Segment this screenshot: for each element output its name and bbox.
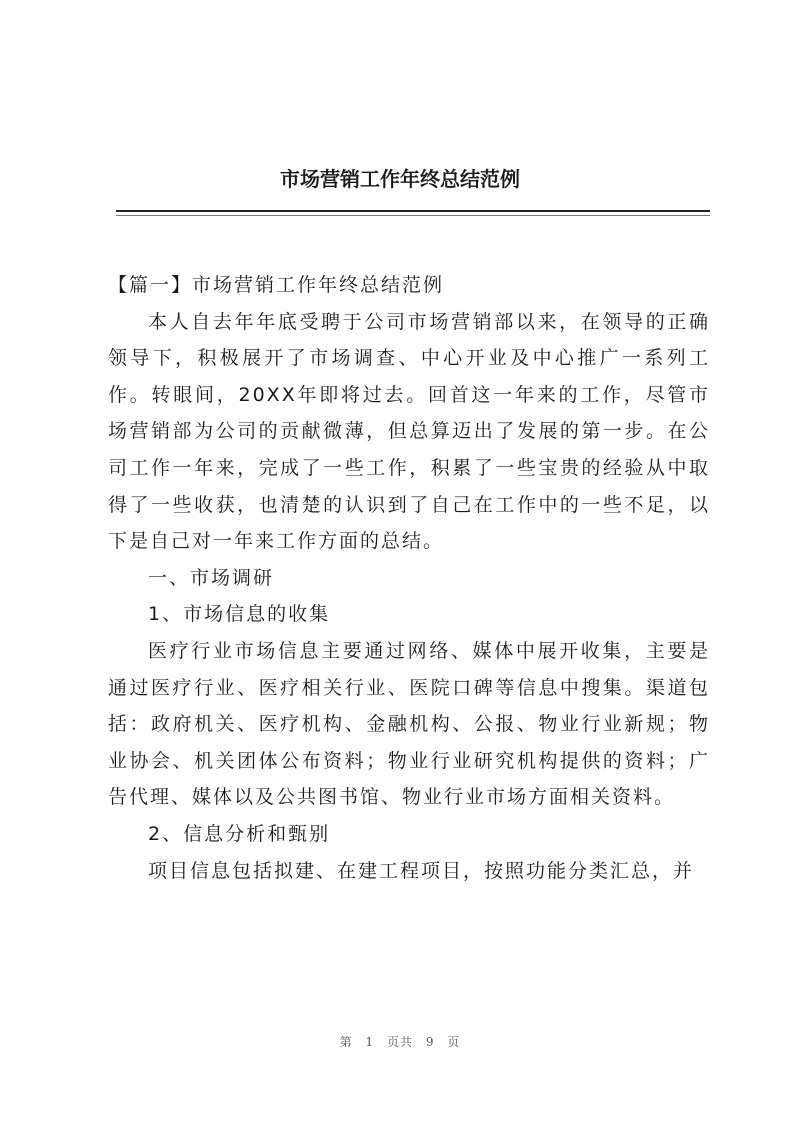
document-title: 市场营销工作年终总结范例	[280, 167, 520, 191]
subheading: 一、市场调研	[148, 566, 275, 589]
page-middle: 页共	[386, 1035, 413, 1049]
page-prefix: 第	[339, 1035, 353, 1049]
body-paragraph: 本人自去年年底受聘于公司市场营销部以来，在领导的正确领导下，积极展开了市场调查、中心开业及中心推广一系列工作。转眼间，20XX年即将过去。回首这一年来的工作，尽管市场营销部为公司的贡献微薄，但总算迈出了发展的第一步。在公司工作一年来，完成了一些工作，积累了一些宝贵的经验从中取得了一些收获，也清楚的认识到了自己在工作中的一些不足，以下是自己对一年来工作方面的总结。	[108, 310, 710, 553]
title-divider	[116, 210, 710, 212]
total-page-count: 9	[425, 1035, 435, 1049]
subheading: 2、信息分析和甄别	[148, 822, 331, 845]
body-paragraph: 项目信息包括拟建、在建工程项目，按照功能分类汇总，并	[148, 859, 695, 882]
section-heading: 【篇一】市场营销工作年终总结范例	[108, 274, 445, 296]
title-divider-thin	[116, 215, 710, 216]
document-body	[108, 267, 710, 889]
page-footer	[0, 1033, 800, 1050]
body-paragraph: 医疗行业市场信息主要通过网络、媒体中展开收集，主要是通过医疗行业、医疗相关行业、医院口碑等信息中搜集。渠道包括：政府机关、医疗机构、金融机构、公报、物业行业新规；物业协会、机关团体公布资料；物业行业研究机构提供的资料；广告代理、媒体以及公共图书馆、物业行业市场方面相关资料。	[108, 639, 710, 809]
subheading: 1、市场信息的收集	[148, 603, 331, 626]
page-suffix: 页	[447, 1035, 461, 1049]
current-page-number: 1	[365, 1035, 375, 1049]
